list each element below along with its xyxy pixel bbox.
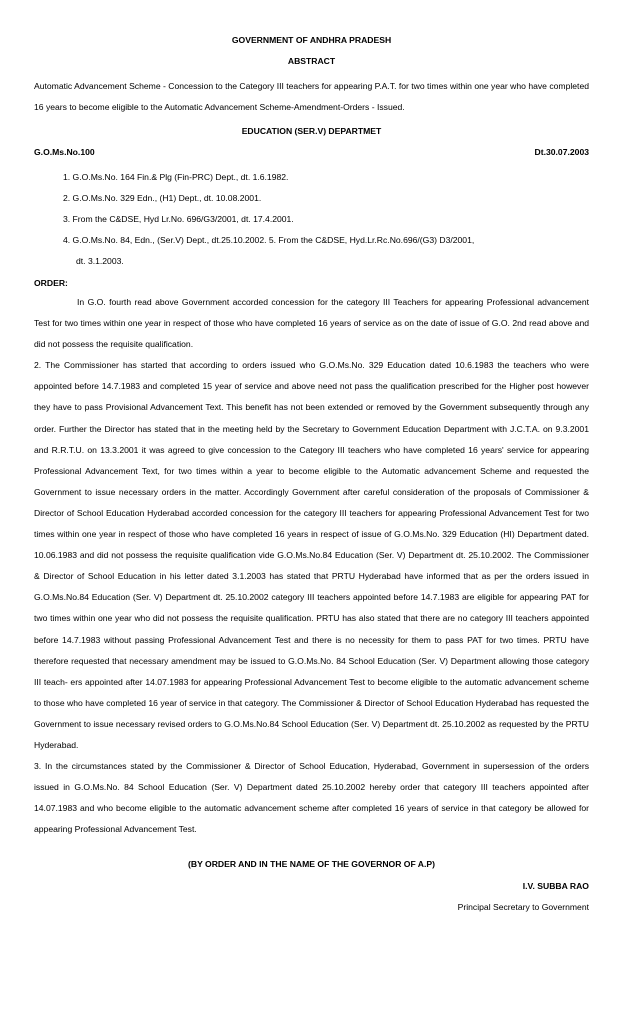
go-number-row <box>34 146 589 159</box>
reference-continuation: dt. 3.1.2003. <box>76 256 124 266</box>
go-number: G.O.Ms.No.100 <box>34 147 95 157</box>
reference-text: 1. G.O.Ms.No. 164 Fin.& Plg (Fin-PRC) Dept., dt. 1.6.1982. <box>63 172 289 182</box>
reference-text: 2. G.O.Ms.No. 329 Edn., (H1) Dept., dt. 10.08.2001. <box>63 193 262 203</box>
reference-item <box>34 209 589 230</box>
abstract-label: ABSTRACT <box>287 56 336 66</box>
reference-item <box>34 167 589 188</box>
signatory-designation: Principal Secretary to Government <box>457 902 589 913</box>
reference-item <box>34 230 589 272</box>
government-heading: GOVERNMENT OF ANDHRA PRADESH <box>231 35 392 45</box>
reference-item <box>34 188 589 209</box>
abstract-text: Automatic Advancement Scheme - Concession to the Category III teachers for appearing P.A.T. for two times within one year who have completed 16 years to become eligible to the Automatic Advancement Scheme-Amendment-Orders - Issued. <box>34 81 589 112</box>
department-heading: EDUCATION (SER.V) DEPARTMET <box>241 126 382 136</box>
reference-list <box>34 167 589 272</box>
order-paragraph-1: In G.O. fourth read above Government accorded concession for the category III Teachers for appearing Professional advancement Test for two times within one year in respect of those who have completed 16 years of service as on the date of issue of G.O. 2nd read above and did not possess the requisite qualification. <box>34 297 589 350</box>
reference-text: 4. G.O.Ms.No. 84, Edn., (Ser.V) Dept., dt.25.10.2002. 5. From the C&DSE, Hyd.Lr.Rc.No.696/(G3) D3/2001, <box>63 235 475 245</box>
signature-block <box>34 858 589 914</box>
go-date: Dt.30.07.2003 <box>534 147 589 157</box>
order-paragraph-2: 2. The Commissioner has started that according to orders issued who G.O.Ms.No. 329 Education dated 10.6.1983 the teachers who were appointed before 14.7.1983 and completed 15 year of service and above need not pass the qualification prescribed for the Higher post however they have to pass Provisional Advancement Text. This benefit has not been extended or removed by the Government subsequently through any order. Further the Director has stated that in the meeting held by the Secretary to Government Education Department with J.C.T.A. on 9.3.2001 and R.R.T.U. on 13.3.2001 it was agreed to give concession to the Category III teachers who have completed 16 years' service for appearing Professional Advancement Text, for two times within a year to become eligible to the Automatic advancement Scheme and requested the Government to issue necessary orders in the matter. Accordingly Government after careful consideration of the proposals of Commissioner & Director of School Education Hyderabad accorded concession for the category III teachers for appearing Professional Advancement Test for two times within one year in respect of those who have completed 16 years in respect of issue of G.O.Ms.No. 329 Education (HI) Department dated. 10.06.1983 and did not possess the requisite qualification vide G.O.Ms.No.84 Education (Ser. V) Department dt. 25.10.2002. The Commissioner & Director of School Education in his letter dated 3.1.2003 has stated that PRTU Hyderabad have informed that as per the orders issued in G.O.Ms.No.84 Education (Ser. V) Department dt. 25.10.2002 category III teachers appointed before 14.7.1983 are eligible for appearing PAT for two times within one year who did not possess the requisite qualification. PRTU has also stated that there are no category III teachers appointed before 14.7.1983 without passing Professional Advancement Test and there is no necessity for them to pass PAT for two times. PRTU have therefore requested that necessary amendment may be issued to G.O.Ms.No. 84 School Education (Ser. V) Department allowing those category III teach- ers appointed after 14.07.1983 for appearing Professional Advancement Test to become eligible to the automatic advancement scheme to those who have completed 16 year of service in that category. The Commissioner & Director of School Education Hyderabad has requested the Government to issue necessary revised orders to G.O.Ms.No.84 School Education (Ser. V) Department dt. 25.10.2002 as requested by the PRTU Hyderabad. <box>34 360 589 750</box>
order-paragraph-3: 3. In the circumstances stated by the Commissioner & Director of School Education, Hyderabad, Government in supersession of the orders issued in G.O.Ms.No. 84 School Education (Ser. V) Department dated 25.10.2002 hereby order that category III teachers appointed after 14.07.1983 and who become eligible to the automatic advancement scheme after completed 16 years of service in that category be allowed for appearing Professional Advancement Test. <box>34 761 589 835</box>
reference-text: 3. From the C&DSE, Hyd Lr.No. 696/G3/2001, dt. 17.4.2001. <box>63 214 294 224</box>
by-order-line: (BY ORDER AND IN THE NAME OF THE GOVERNOR OF A.P) <box>188 859 435 870</box>
order-label: ORDER: <box>34 278 68 288</box>
signatory-name: I.V. SUBBA RAO <box>522 881 589 892</box>
document-page <box>34 34 589 914</box>
